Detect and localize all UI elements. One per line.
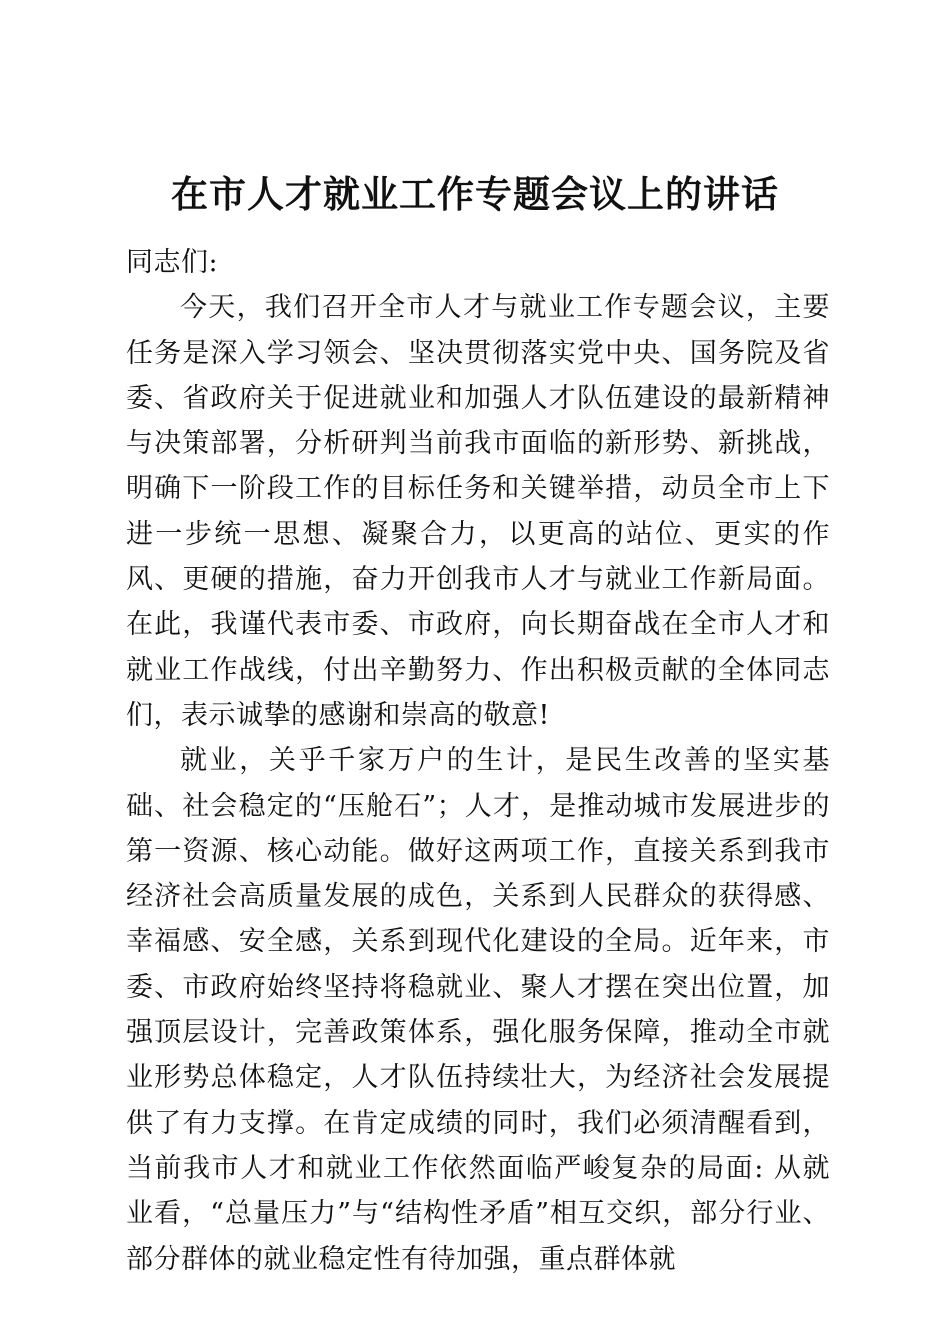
document-body [126, 240, 830, 1282]
paragraph-2: 就业，关乎千家万户的生计，是民生改善的坚实基础、社会稳定的“压舱石”；人才，是推动城市发展进步的第一资源、核心动能。做好这两项工作，直接关系到我市经济社会高质量发展的成色，关系到人民群众的获得感、幸福感、安全感，关系到现代化建设的全局。近年来，市委、市政府始终坚持将稳就业、聚人才摆在突出位置，加强顶层设计，完善政策体系，强化服务保障，推动全市就业形势总体稳定，人才队伍持续壮大，为经济社会发展提供了有力支撑。在肯定成绩的同时，我们必须清醒看到，当前我市人才和就业工作依然面临严峻复杂的局面: 从就业看，“总量压力”与“结构性矛盾”相互交织，部分行业、部分群体的就业稳定性有待加强，重点群体就 [126, 745, 830, 1275]
document-title: 在市人才就业工作专题会议上的讲话 [171, 172, 779, 216]
salutation: 同志们: [126, 247, 219, 278]
paragraph-1: 今天，我们召开全市人才与就业工作专题会议，主要任务是深入学习领会、坚决贯彻落实党中央、国务院及省委、省政府关于促进就业和加强人才队伍建设的最新精神与决策部署，分析研判当前我市面临的新形势、新挑战，明确下一阶段工作的目标任务和关键举措，动员全市上下进一步统一思想、凝聚合力，以更高的站位、更实的作风、更硬的措施，奋力开创我市人才与就业工作新局面。在此，我谨代表市委、市政府，向长期奋战在全市人才和就业工作战线，付出辛勤努力、作出积极贡献的全体同志们，表示诚挚的感谢和崇高的敬意! [126, 292, 830, 731]
